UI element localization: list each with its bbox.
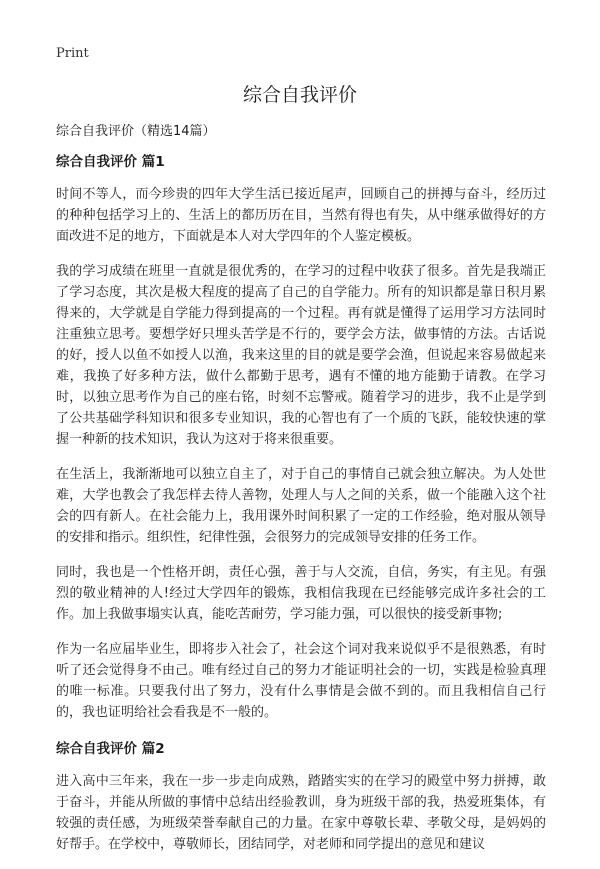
paragraph: 我的学习成绩在班里一直就是很优秀的，在学习的过程中收获了很多。首先是我端正了学习态度，其次是极大程度的提高了自己的自学能力。所有的知识都是靠日积月累得来的，大学就是自学能力得到提高的一个过程。再有就是懂得了运用学习方法同时注重独立思考。要想学好只埋头苦学是不行的，要学会方法，做事情的方法。古话说的好，授人以鱼不如授人以渔，我来这里的目的就是要学会渔，但说起来容易做起来难，我换了好多种方法，做什么都勤于思考，遇有不懂的地方能勤于请教。在学习时，以独立思考作为自己的座右铭，时刻不忘警戒。随着学习的进步，我不止是学到了公共基础学科知识和很多专业知识，我的心智也有了一个质的飞跃，能较快速的掌握一种新的技术知识，我认为这对于将来很重要。 — [56, 264, 546, 447]
paragraph: 时间不等人，而今珍贵的四年大学生活已接近尾声，回顾自己的拼搏与奋斗，经历过的种种包括学习上的、生活上的都历历在目，当然有得也有失，从中继承做得好的方面改进不足的地方，下面就是本人对大学四年的个人鉴定模板。 — [56, 187, 546, 244]
print-link[interactable]: Print — [56, 46, 89, 61]
paragraph: 在生活上，我渐渐地可以独立自主了，对于自己的事情自己就会独立解决。为人处世难，大学也教会了我怎样去待人善物，处理人与人之间的关系，做一个能融入这个社会的四有新人。在社会能力上，我用课外时间积累了一定的工作经验，绝对服从领导的安排和指示。组织性，纪律性强，会很努力的完成领导安排的任务工作。 — [56, 467, 546, 545]
paragraph: 同时，我也是一个性格开朗，责任心强，善于与人交流，自信，务实，有主见。有强烈的敬业精神的人!经过大学四年的锻炼，我相信我现在已经能够完成许多社会的工作。加上我做事塌实认真，能吃苦耐劳，学习能力强，可以很快的接受新事物; — [56, 565, 546, 622]
section-2 — [56, 737, 546, 855]
section-heading: 综合自我评价 篇2 — [56, 741, 165, 757]
section-heading: 综合自我评价 篇1 — [56, 154, 165, 170]
document-title: 综合自我评价 — [242, 84, 357, 106]
paragraph: 作为一名应届毕业生，即将步入社会了，社会这个词对我来说似乎不是很熟悉，有时听了还会觉得身不由己。唯有经过自己的努力才能证明社会的一切，实践是检验真理的唯一标准。只要我付出了努力，没有什么事情是会做不到的。而且我相信自己行的，我也证明给社会看我是不一般的。 — [56, 642, 546, 720]
document-body — [56, 150, 546, 869]
document-subtitle: 综合自我评价（精选14篇） — [56, 124, 216, 139]
paragraph: 进入高中三年来，我在一步一步走向成熟，踏踏实实的在学习的殿堂中努力拼搏，敢于奋斗，并能从所做的事情中总结出经验教训，身为班级干部的我，热爱班集体，有较强的责任感，为班级荣誉奉献自己的力量。在家中尊敬长辈、孝敬父母，是妈妈的好帮手。在学校中，尊敬师长，团结同学，对老师和同学提出的意见和建议 — [56, 774, 546, 852]
section-1 — [56, 150, 546, 723]
